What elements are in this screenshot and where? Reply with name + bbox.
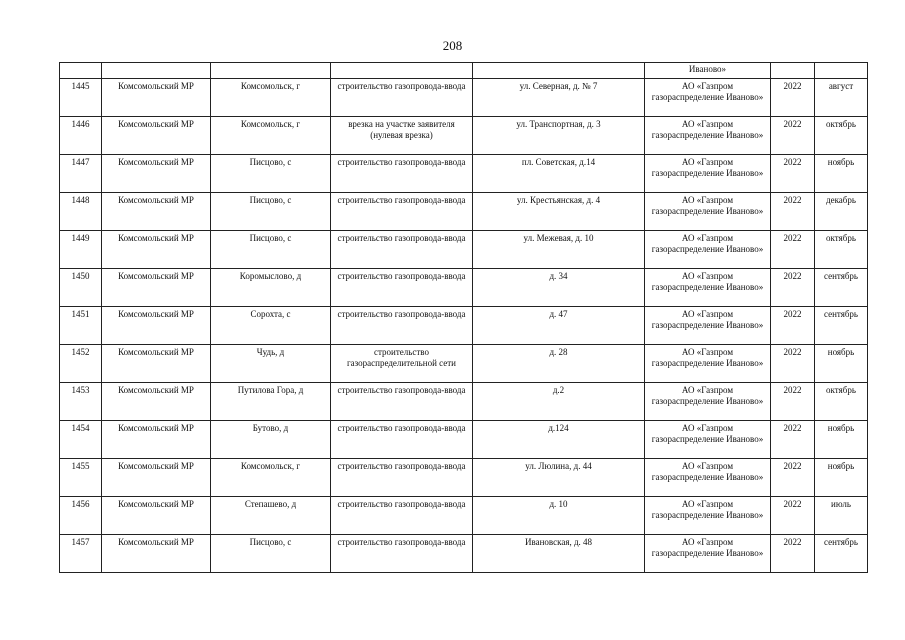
cell-month: октябрь	[815, 383, 868, 421]
cell-year: 2022	[771, 307, 815, 345]
cell-work: строительство газопровода-ввода	[331, 497, 473, 535]
cell-district: Комсомольский МР	[102, 307, 211, 345]
cell-num: 1452	[60, 345, 102, 383]
cell-work: строительство газопровода-ввода	[331, 535, 473, 573]
cell-work: строительство газопровода-ввода	[331, 79, 473, 117]
cell-month: ноябрь	[815, 345, 868, 383]
cell-district: Комсомольский МР	[102, 193, 211, 231]
cell-num: 1446	[60, 117, 102, 155]
cell-num: 1447	[60, 155, 102, 193]
table-row	[60, 421, 868, 459]
cell-district: Комсомольский МР	[102, 269, 211, 307]
cell-year: 2022	[771, 421, 815, 459]
table-row	[60, 497, 868, 535]
cell-district: Комсомольский МР	[102, 345, 211, 383]
cell-district: Комсомольский МР	[102, 497, 211, 535]
cell-num: 1451	[60, 307, 102, 345]
cell-year: 2022	[771, 193, 815, 231]
cell-work: строительство газопровода-ввода	[331, 269, 473, 307]
cell-num: 1450	[60, 269, 102, 307]
cell-work: строительство газопровода-ввода	[331, 231, 473, 269]
table-row	[60, 345, 868, 383]
table-row	[60, 155, 868, 193]
cell-org: АО «Газпром газораспределение Иваново»	[645, 383, 771, 421]
cell-settlement: Комсомольск, г	[211, 117, 331, 155]
gasification-table	[59, 62, 868, 573]
cell-month: декабрь	[815, 193, 868, 231]
cell-district	[102, 63, 211, 79]
cell-org: АО «Газпром газораспределение Иваново»	[645, 269, 771, 307]
cell-month: июль	[815, 497, 868, 535]
cell-settlement: Писцово, с	[211, 231, 331, 269]
cell-year: 2022	[771, 535, 815, 573]
table-row	[60, 535, 868, 573]
cell-work: строительство газопровода-ввода	[331, 383, 473, 421]
cell-work: строительство газопровода-ввода	[331, 193, 473, 231]
cell-address: пл. Советская, д.14	[473, 155, 645, 193]
cell-month: сентябрь	[815, 269, 868, 307]
cell-num	[60, 63, 102, 79]
cell-year: 2022	[771, 383, 815, 421]
cell-year: 2022	[771, 459, 815, 497]
cell-org: АО «Газпром газораспределение Иваново»	[645, 117, 771, 155]
cell-month: сентябрь	[815, 307, 868, 345]
cell-district: Комсомольский МР	[102, 231, 211, 269]
cell-month: октябрь	[815, 231, 868, 269]
table-row	[60, 383, 868, 421]
cell-month: ноябрь	[815, 459, 868, 497]
cell-org: АО «Газпром газораспределение Иваново»	[645, 535, 771, 573]
cell-settlement: Чудь, д	[211, 345, 331, 383]
table-row	[60, 459, 868, 497]
cell-address: ул. Межевая, д. 10	[473, 231, 645, 269]
cell-year	[771, 63, 815, 79]
cell-num: 1457	[60, 535, 102, 573]
cell-district: Комсомольский МР	[102, 117, 211, 155]
cell-address: ул. Крестьянская, д. 4	[473, 193, 645, 231]
table-row	[60, 79, 868, 117]
cell-address: ул. Транспортная, д. 3	[473, 117, 645, 155]
cell-org: АО «Газпром газораспределение Иваново»	[645, 345, 771, 383]
cell-org: АО «Газпром газораспределение Иваново»	[645, 307, 771, 345]
cell-org: АО «Газпром газораспределение Иваново»	[645, 421, 771, 459]
cell-org: АО «Газпром газораспределение Иваново»	[645, 459, 771, 497]
cell-address: д.2	[473, 383, 645, 421]
cell-year: 2022	[771, 79, 815, 117]
cell-address: Ивановская, д. 48	[473, 535, 645, 573]
cell-num: 1449	[60, 231, 102, 269]
table-row	[60, 231, 868, 269]
table-row	[60, 307, 868, 345]
cell-month: ноябрь	[815, 421, 868, 459]
cell-org: АО «Газпром газораспределение Иваново»	[645, 497, 771, 535]
cell-org: АО «Газпром газораспределение Иваново»	[645, 155, 771, 193]
cell-settlement: Комсомольск, г	[211, 459, 331, 497]
cell-month: ноябрь	[815, 155, 868, 193]
cell-district: Комсомольский МР	[102, 155, 211, 193]
cell-settlement: Путилова Гора, д	[211, 383, 331, 421]
cell-settlement	[211, 63, 331, 79]
cell-address: д. 34	[473, 269, 645, 307]
table-row	[60, 269, 868, 307]
cell-work: строительство газопровода-ввода	[331, 459, 473, 497]
cell-work: строительство газораспределительной сети	[331, 345, 473, 383]
cell-num: 1445	[60, 79, 102, 117]
cell-district: Комсомольский МР	[102, 421, 211, 459]
cell-district: Комсомольский МР	[102, 535, 211, 573]
cell-district: Комсомольский МР	[102, 79, 211, 117]
cell-org: АО «Газпром газораспределение Иваново»	[645, 79, 771, 117]
table-body	[60, 63, 868, 573]
cell-address: д. 10	[473, 497, 645, 535]
cell-year: 2022	[771, 497, 815, 535]
cell-year: 2022	[771, 155, 815, 193]
cell-address: ул. Северная, д. № 7	[473, 79, 645, 117]
cell-settlement: Писцово, с	[211, 535, 331, 573]
cell-year: 2022	[771, 269, 815, 307]
cell-org: АО «Газпром газораспределение Иваново»	[645, 231, 771, 269]
cell-num: 1455	[60, 459, 102, 497]
cell-org: АО «Газпром газораспределение Иваново»	[645, 193, 771, 231]
cell-address	[473, 63, 645, 79]
cell-month: сентябрь	[815, 535, 868, 573]
cell-work: строительство газопровода-ввода	[331, 307, 473, 345]
cell-num: 1453	[60, 383, 102, 421]
page-number: 208	[442, 38, 463, 53]
cell-work: строительство газопровода-ввода	[331, 155, 473, 193]
cell-num: 1454	[60, 421, 102, 459]
cell-settlement: Писцово, с	[211, 155, 331, 193]
cell-year: 2022	[771, 345, 815, 383]
cell-district: Комсомольский МР	[102, 383, 211, 421]
cell-month: август	[815, 79, 868, 117]
cell-address: д. 28	[473, 345, 645, 383]
table-row	[60, 117, 868, 155]
cell-settlement: Писцово, с	[211, 193, 331, 231]
cell-year: 2022	[771, 117, 815, 155]
cell-address: д. 47	[473, 307, 645, 345]
cell-num: 1456	[60, 497, 102, 535]
cell-address: д.124	[473, 421, 645, 459]
cell-work: строительство газопровода-ввода	[331, 421, 473, 459]
cell-settlement: Сорохта, с	[211, 307, 331, 345]
cell-settlement: Степашево, д	[211, 497, 331, 535]
cell-num: 1448	[60, 193, 102, 231]
cell-work: врезка на участке заявителя (нулевая врезка)	[331, 117, 473, 155]
continuation-row	[60, 63, 868, 79]
cell-month: октябрь	[815, 117, 868, 155]
cell-settlement: Коромыслово, д	[211, 269, 331, 307]
table-row	[60, 193, 868, 231]
cell-address: ул. Люлина, д. 44	[473, 459, 645, 497]
cell-settlement: Бутово, д	[211, 421, 331, 459]
cell-district: Комсомольский МР	[102, 459, 211, 497]
cell-org: Иваново»	[645, 63, 771, 79]
cell-settlement: Комсомольск, г	[211, 79, 331, 117]
cell-month	[815, 63, 868, 79]
cell-year: 2022	[771, 231, 815, 269]
cell-work	[331, 63, 473, 79]
